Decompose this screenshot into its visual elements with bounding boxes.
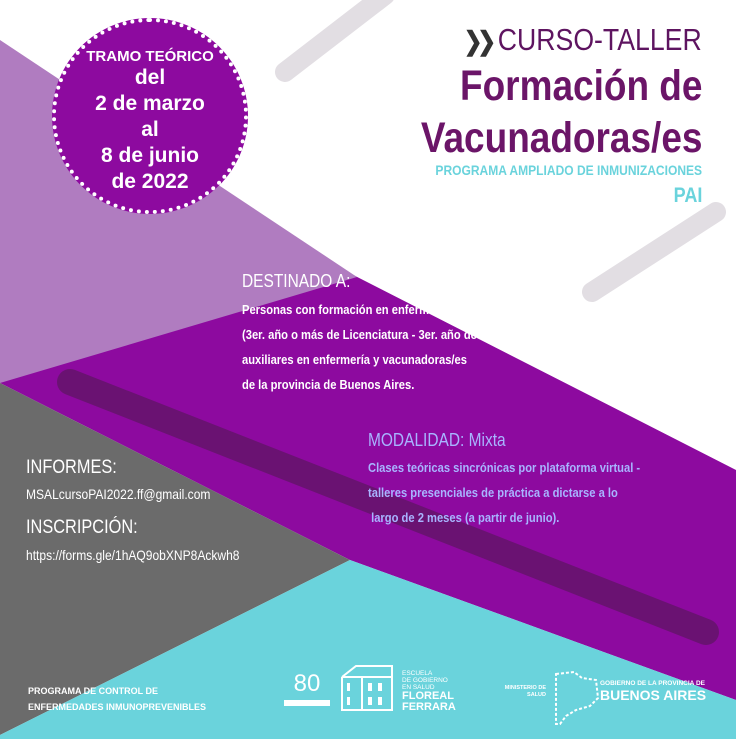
badge-label: TRAMO TEÓRICO bbox=[86, 48, 214, 65]
gov-name: BUENOS AIRES bbox=[600, 687, 707, 703]
school-line: EN SALUD bbox=[402, 684, 435, 691]
school-building-logo bbox=[338, 663, 396, 713]
page-title bbox=[420, 60, 702, 164]
anniversary-logo bbox=[282, 668, 332, 712]
footer-program bbox=[28, 683, 206, 715]
ministry-line: MINISTERIO DE bbox=[504, 685, 546, 691]
school-name bbox=[402, 670, 456, 713]
badge-text: del bbox=[134, 66, 166, 89]
modalidad-line: Clases teóricas sincrónicas por plataforma virtual - bbox=[368, 460, 641, 475]
title-line: Vacunadoras/es bbox=[420, 114, 702, 162]
badge-year: de 2022 bbox=[111, 170, 189, 193]
destinado-heading: DESTINADO A: bbox=[242, 271, 351, 291]
modalidad-line: talleres presenciales de práctica a dictarse a lo bbox=[368, 485, 618, 500]
province-map-icon bbox=[552, 670, 600, 726]
date-badge bbox=[52, 18, 248, 214]
inscripcion-label: INSCRIPCIÓN: bbox=[26, 517, 138, 538]
anniversary-number: 80 bbox=[293, 670, 321, 697]
ministry-label bbox=[498, 685, 546, 699]
destinado-line: Personas con formación en enfermería bbox=[242, 302, 449, 317]
school-line: ESCUELA bbox=[402, 670, 433, 677]
badge-end-date: 8 de junio bbox=[100, 144, 199, 167]
school-line: FERRARA bbox=[402, 701, 456, 713]
double-chevron-icon: ❯❯ bbox=[464, 26, 492, 56]
ministry-line: SALUD bbox=[527, 692, 546, 698]
gov-line: GOBIERNO DE LA PROVINCIA DE bbox=[600, 680, 705, 687]
decorative-gray-bar-right bbox=[592, 212, 716, 292]
destinado-line: de la provincia de Buenos Aires. bbox=[242, 377, 415, 392]
contact-email[interactable]: MSALcursoPAI2022.ff@gmail.com bbox=[26, 486, 211, 502]
badge-start-date: 2 de marzo bbox=[95, 92, 205, 115]
footer-program-line: ENFERMEDADES INMUNOPREVENIBLES bbox=[28, 702, 207, 712]
modalidad-line: largo de 2 meses (a partir de junio). bbox=[368, 510, 560, 525]
badge-text: al bbox=[141, 118, 159, 141]
decorative-gray-bar-top bbox=[285, 0, 385, 72]
modalidad-heading: MODALIDAD: Mixta bbox=[368, 430, 506, 450]
program-acronym: PAI bbox=[673, 184, 702, 207]
registration-link[interactable]: https://forms.gle/1hAQ9obXNP8Ackwh8 bbox=[26, 547, 240, 563]
school-line: FLOREAL bbox=[402, 690, 454, 702]
kicker-text: CURSO-TALLER bbox=[498, 22, 702, 57]
destinado-line: (3er. año o más de Licenciatura - 3er. año de Tecnicatura), bbox=[242, 327, 549, 342]
footer-program-line: PROGRAMA DE CONTROL DE bbox=[28, 686, 159, 696]
course-kicker bbox=[464, 22, 702, 58]
title-line: Formación de bbox=[459, 62, 702, 110]
informes-label: INFORMES: bbox=[26, 457, 117, 478]
school-line: DE GOBIERNO bbox=[402, 677, 448, 684]
province-government-logo bbox=[600, 680, 706, 703]
program-name: PROGRAMA AMPLIADO DE INMUNIZACIONES bbox=[435, 162, 702, 178]
destinado-line: auxiliares en enfermería y vacunadoras/es bbox=[242, 352, 467, 367]
